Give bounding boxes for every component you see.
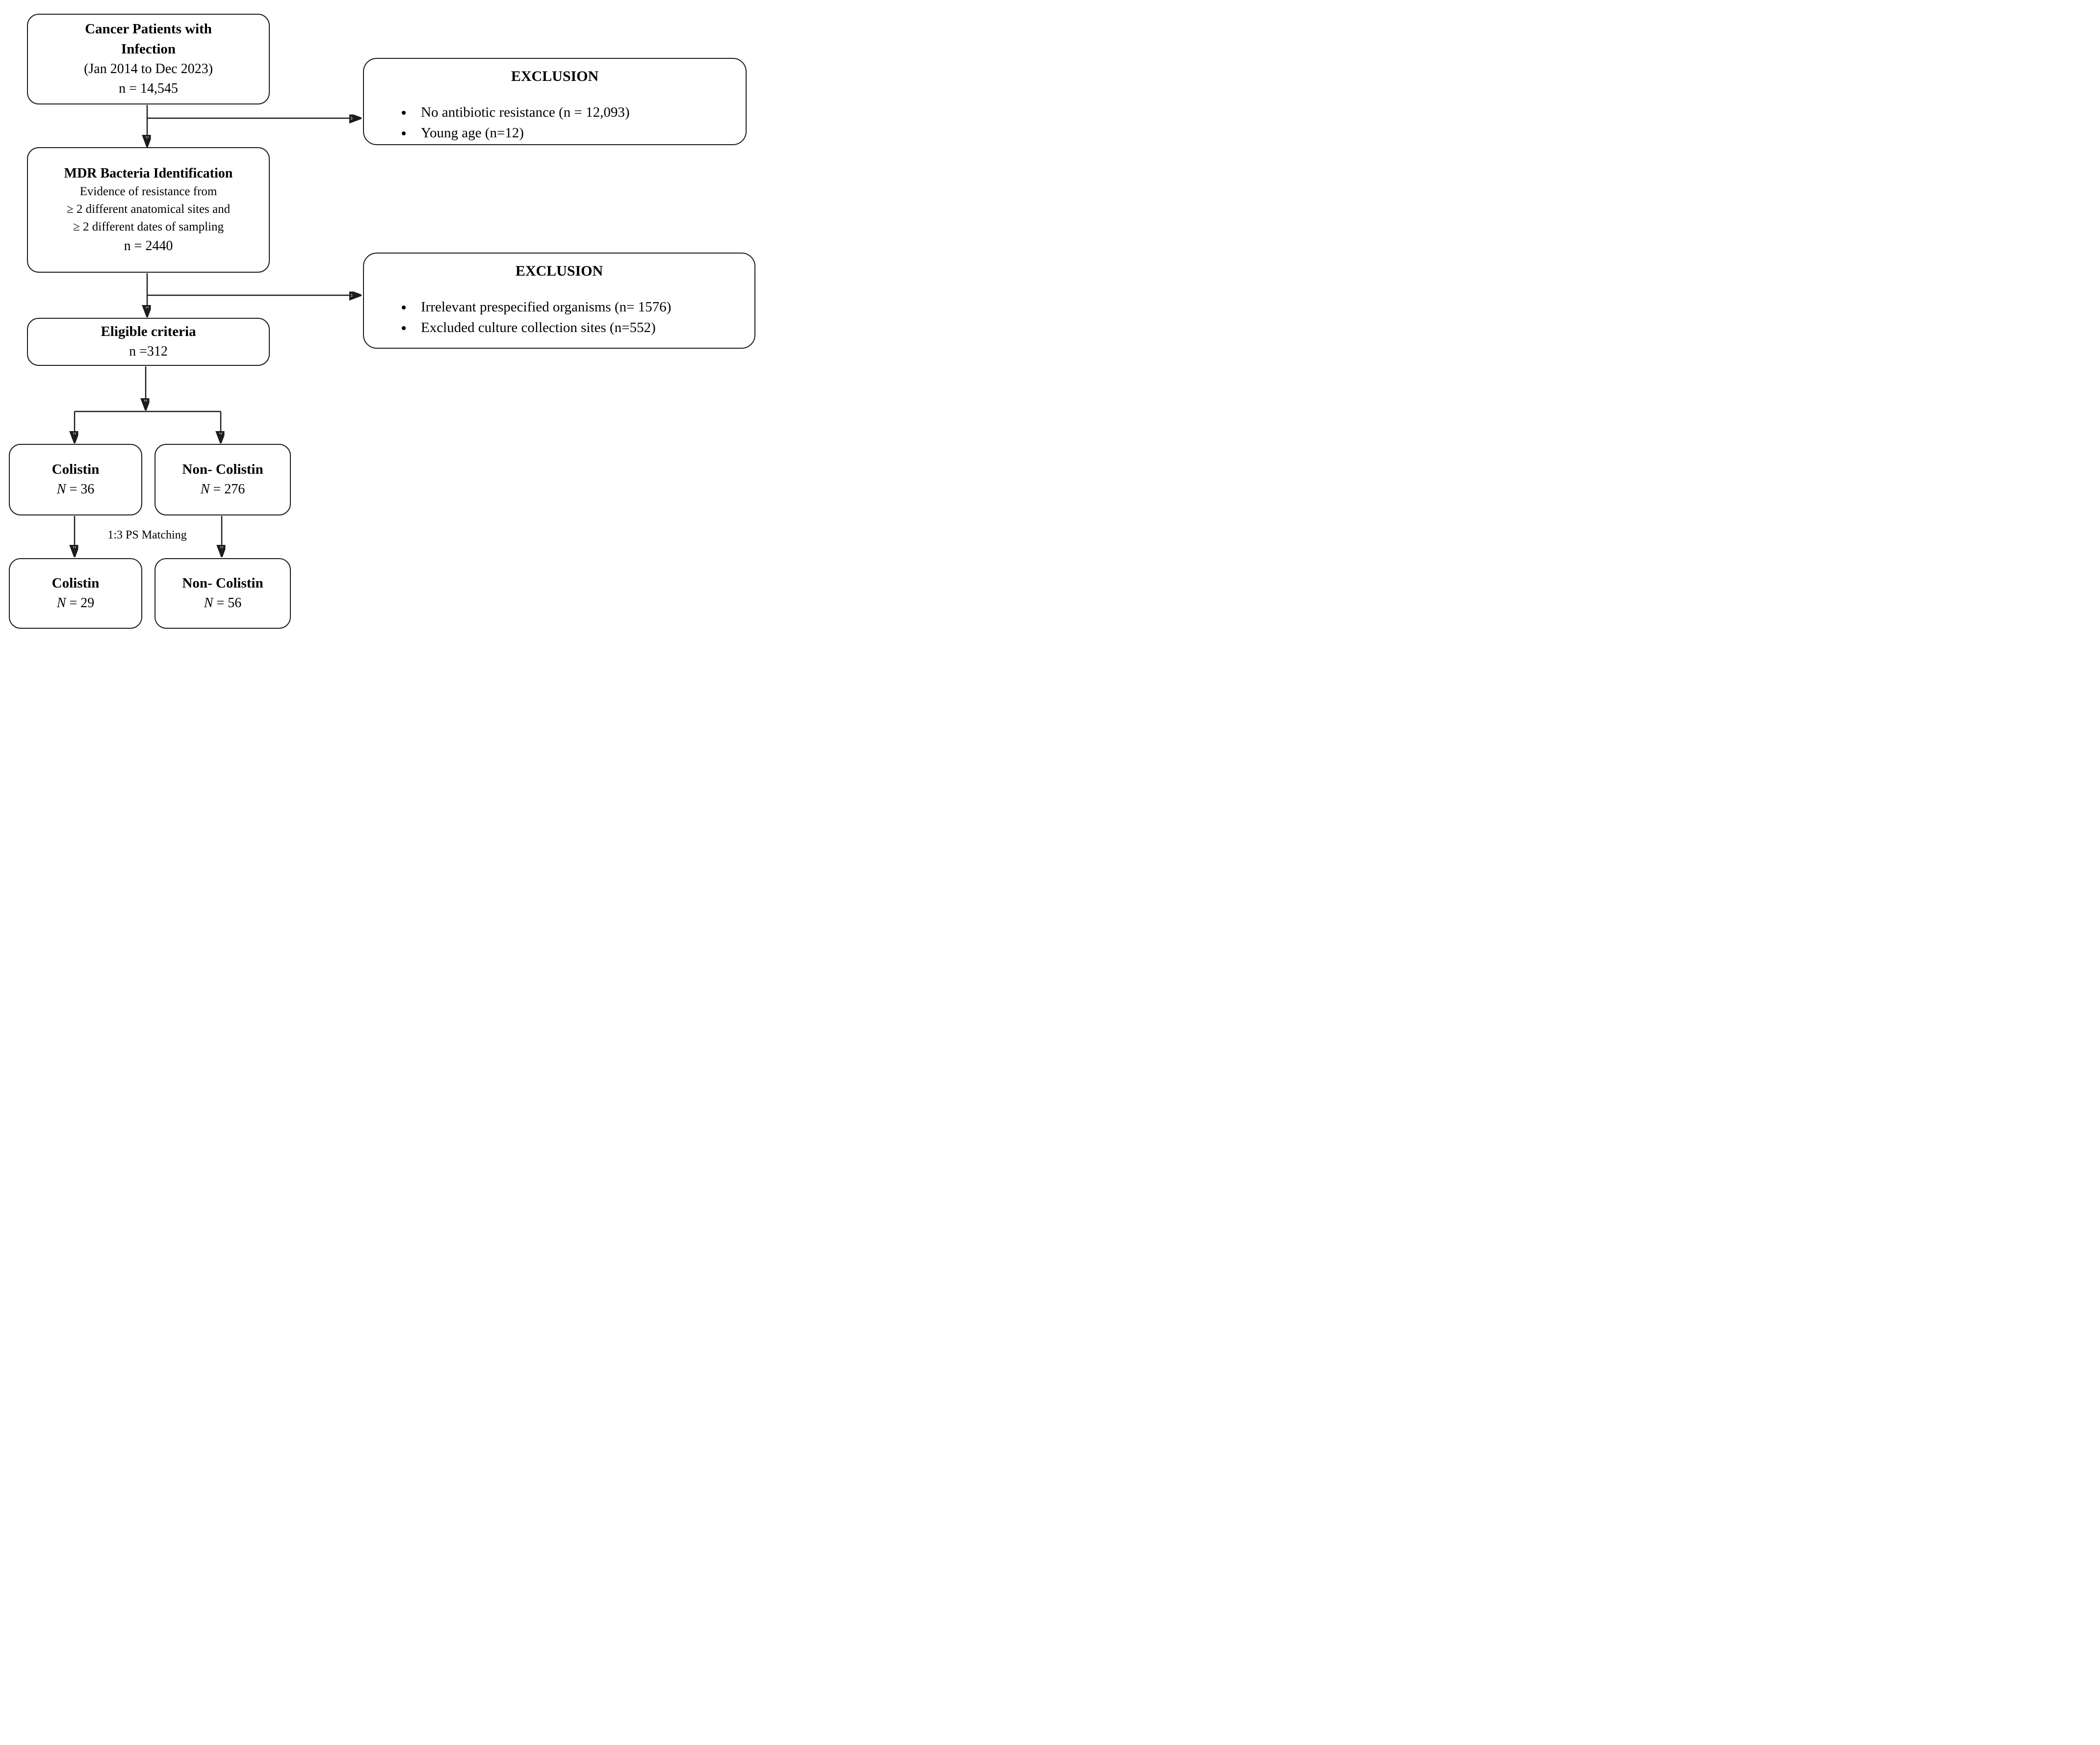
node-non-colistin-matched [155,558,291,629]
node-exclusion-2 [363,253,755,349]
node-count [204,593,241,614]
node-criteria-line: ≥ 2 different dates of sampling [73,220,224,234]
n-value: = 36 [66,482,95,497]
node-title: Colistin [52,462,100,478]
n-value: = 56 [213,595,242,611]
node-non-colistin [155,444,291,515]
node-colistin [9,444,142,515]
n-symbol: N [204,595,213,611]
n-symbol: N [56,595,66,611]
node-criteria-line: Evidence of resistance from [79,184,217,198]
node-colistin-matched [9,558,142,629]
node-exclusion-1 [363,58,747,145]
node-cancer-patients [27,14,270,104]
node-count [201,480,245,500]
exclusion-list [364,102,746,143]
exclusion-item: • Young age (n=12) [413,123,746,143]
node-title-line2: Infection [121,41,176,57]
node-title: Non- Colistin [182,462,263,478]
node-title: Non- Colistin [182,575,263,591]
n-symbol: N [56,482,66,497]
exclusion-item: • Irrelevant prespecified organisms (n= 1576) [413,297,754,317]
node-title: Eligible criteria [101,324,196,340]
node-mdr-identification [27,147,270,273]
patient-flow-diagram [0,0,758,630]
exclusion-item: • No antibiotic resistance (n = 12,093) [413,102,746,123]
node-count [57,480,94,500]
node-eligible-criteria [27,318,270,366]
exclusion-list [364,297,754,338]
node-count: n = 2440 [124,238,173,254]
node-count: n = 14,545 [119,81,178,97]
node-count [57,593,94,614]
exclusion-title: EXCLUSION [511,68,599,84]
exclusion-title: EXCLUSION [515,263,603,279]
node-title: MDR Bacteria Identification [64,165,233,181]
node-title: Colistin [52,575,100,591]
exclusion-item: • Excluded culture collection sites (n=552) [413,317,754,338]
ps-matching-label: 1:3 PS Matching [107,529,187,541]
node-count: n =312 [129,344,168,359]
node-date-range: (Jan 2014 to Dec 2023) [84,61,213,77]
n-value: = 29 [66,595,95,611]
node-criteria-line: ≥ 2 different anatomical sites and [66,203,231,216]
n-symbol: N [200,482,210,497]
node-title: Cancer Patients with [85,21,212,37]
n-value: = 276 [209,482,245,497]
